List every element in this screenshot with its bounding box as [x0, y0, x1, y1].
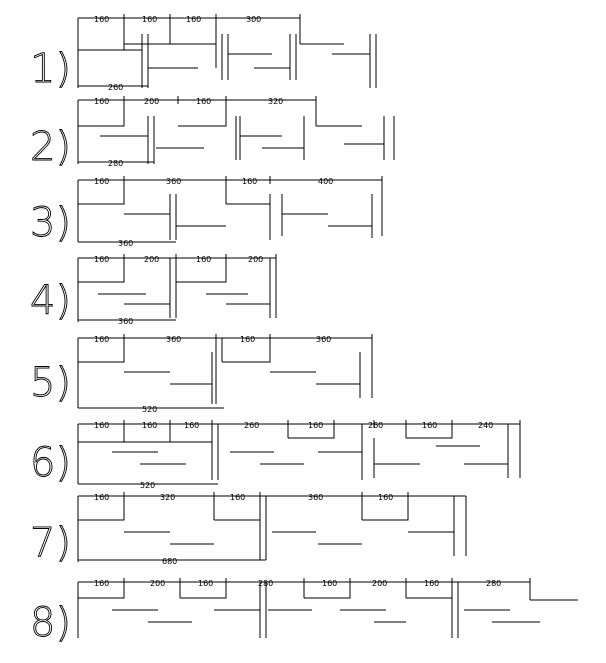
waveform: [78, 258, 276, 322]
dimension-label: 320: [268, 97, 284, 106]
dimension-label: 160: [196, 97, 212, 106]
top-dimension-line: [78, 492, 466, 500]
dimension-label: 160: [94, 579, 110, 588]
waveform: [78, 424, 520, 484]
dimension-label: 160: [94, 177, 110, 186]
diagram-row: [30, 14, 376, 92]
dimension-label: 280: [486, 579, 502, 588]
row-label: 1): [30, 46, 72, 92]
dimension-label: 400: [318, 177, 334, 186]
top-dimension-line: [78, 176, 382, 184]
dimension-label: 160: [94, 493, 110, 502]
dimension-label: 160: [240, 335, 256, 344]
waveform: [78, 496, 466, 562]
dimension-label: 360: [166, 335, 182, 344]
waveform: [78, 338, 372, 408]
row-label: 8): [30, 600, 72, 646]
dimension-label: 160: [322, 579, 338, 588]
dimension-label: 160: [142, 421, 158, 430]
dimension-label: 300: [246, 15, 262, 24]
dimension-label: 360: [118, 239, 134, 248]
dimension-label: 200: [144, 97, 160, 106]
dimension-label: 160: [422, 421, 438, 430]
dimension-label: 320: [160, 493, 176, 502]
diagram-row: [30, 334, 372, 414]
row-label: 5): [30, 360, 72, 406]
dimension-label: 160: [424, 579, 440, 588]
diagram-row: [30, 254, 276, 326]
dimension-label: 160: [94, 255, 110, 264]
dimension-label: 160: [184, 421, 200, 430]
dimension-label: 160: [198, 579, 214, 588]
dimension-label: 280: [108, 159, 124, 168]
dimension-label: 520: [142, 405, 158, 414]
waveform: [78, 180, 382, 242]
row-label: 7): [30, 520, 72, 566]
waveform: [78, 582, 578, 638]
diagram-row: [30, 578, 578, 646]
dimension-label: 240: [478, 421, 494, 430]
waveform: [78, 100, 394, 164]
dimension-label: 360: [316, 335, 332, 344]
row-label: 3): [30, 200, 72, 246]
dimension-label: 160: [94, 335, 110, 344]
dimension-label: 280: [258, 579, 274, 588]
dimension-label: 200: [144, 255, 160, 264]
dimension-label: 360: [166, 177, 182, 186]
dimension-label: 160: [308, 421, 324, 430]
dimension-label: 200: [372, 579, 388, 588]
dimension-label: 160: [230, 493, 246, 502]
dimension-label: 160: [142, 15, 158, 24]
dimension-label: 160: [196, 255, 212, 264]
row-label: 6): [30, 440, 72, 486]
row-label: 2): [30, 124, 72, 170]
dimension-label: 200: [150, 579, 166, 588]
dimension-label: 160: [242, 177, 258, 186]
dimension-label: 520: [140, 481, 156, 490]
dimension-label: 160: [94, 15, 110, 24]
diagram-row: [30, 176, 382, 248]
dimension-label: 160: [94, 97, 110, 106]
diagram-row: [30, 492, 466, 566]
top-dimension-line: [78, 578, 530, 586]
dimension-label: 680: [162, 557, 178, 566]
diagram-row: [30, 420, 520, 490]
dimension-label: 200: [248, 255, 264, 264]
dimension-label: 360: [118, 317, 134, 326]
dimension-label: 160: [378, 493, 394, 502]
dimension-label: 260: [108, 83, 124, 92]
dimension-label: 260: [368, 421, 384, 430]
waveform: [78, 18, 376, 88]
dimension-label: 360: [308, 493, 324, 502]
dimension-label: 260: [244, 421, 260, 430]
dimension-label: 160: [94, 421, 110, 430]
diagram-row: [30, 96, 394, 170]
dimension-label: 160: [186, 15, 202, 24]
row-label: 4): [30, 278, 72, 324]
